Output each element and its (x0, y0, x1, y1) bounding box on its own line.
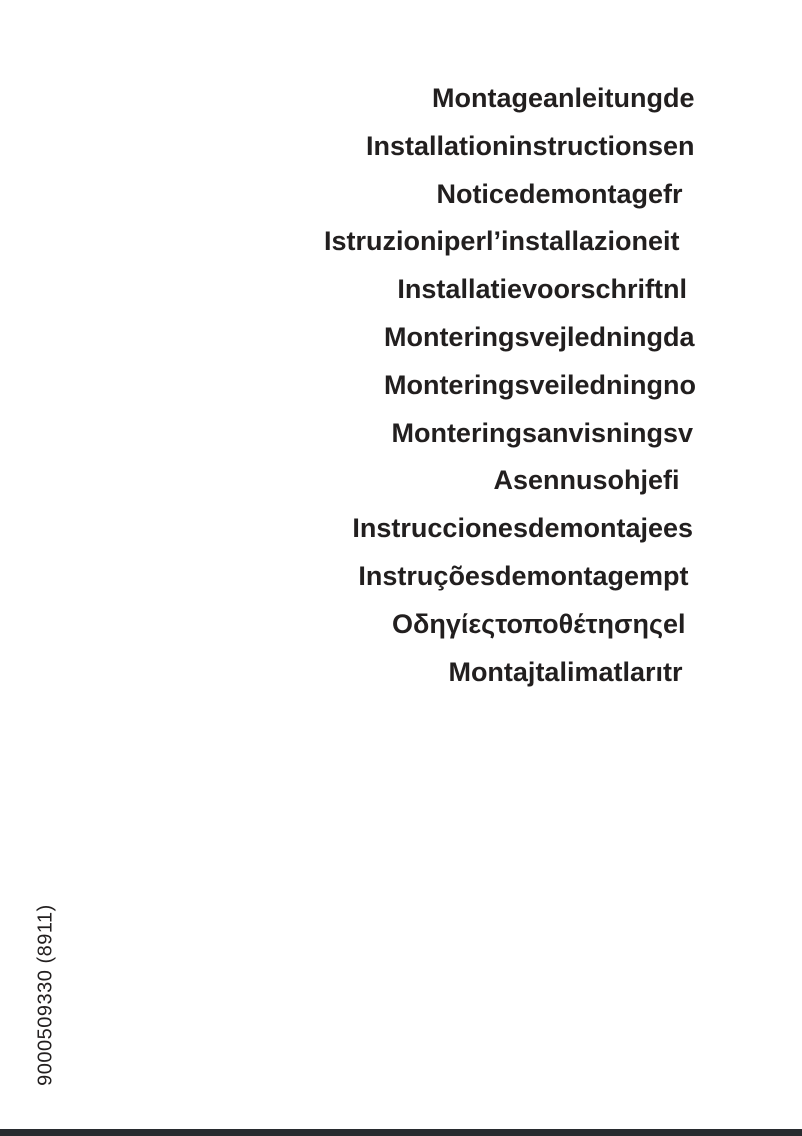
language-title: Installatievoorschrift (397, 274, 663, 305)
language-row: Οδηγίεςτοποθέτησηςel (391, 608, 686, 639)
document-number-vertical: 9000509330 (8911) (34, 904, 57, 1086)
language-title: Montageanleitung (432, 83, 663, 113)
language-row: Noticedemontagefr (436, 178, 683, 209)
language-row: Instruccionesdemontajees (352, 513, 694, 544)
language-row: Montajtalimatlarıtr (448, 656, 683, 687)
language-title: Monteringsvejledning (383, 321, 663, 352)
footer-bar (0, 1129, 802, 1136)
language-title: Instruccionesdemontaje (352, 513, 663, 544)
language-title: Istruzioniperl’installazione (323, 226, 663, 257)
language-title: Montajtalimatları (448, 656, 663, 687)
language-title: Noticedemontage (436, 178, 663, 209)
language-title: Monteringsanvisning (391, 417, 663, 448)
language-row: Monteringsveiledningno (383, 369, 696, 400)
language-row: Montageanleitungde (432, 83, 695, 113)
language-title-list (0, 75, 696, 696)
language-row: Installationinstructionsen (365, 130, 695, 161)
language-title: Asennusohje (493, 465, 663, 496)
language-row: Instruçõesdemontagempt (358, 560, 689, 591)
language-row: Istruzioniperl’installazioneit (323, 226, 680, 257)
language-row: Monteringsanvisningsv (391, 417, 694, 448)
language-row: Installatievoorschriftnl (397, 274, 687, 305)
language-title: Instruçõesdemontagem (358, 560, 663, 591)
language-row: Monteringsvejledningda (383, 321, 695, 352)
language-title: Installationinstructions (365, 130, 663, 161)
language-row: Asennusohjefi (493, 465, 680, 496)
language-title: Οδηγίεςτοποθέτησης (391, 608, 663, 639)
language-title: Monteringsveiledning (383, 369, 663, 400)
